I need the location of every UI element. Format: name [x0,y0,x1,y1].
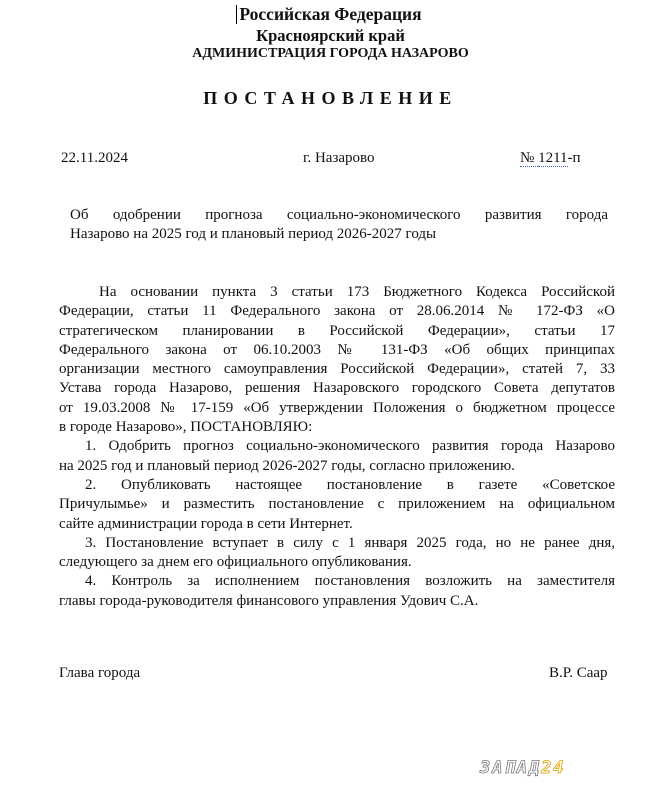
document-subject [70,206,608,245]
body-line: 4. Контроль за исполнением постановления возложить на заместителя [85,573,615,590]
body-line: Причулымье» и разместить постановление с приложением на официальном [59,496,615,513]
body-line: 1. Одобрить прогноз социально-экономического развития города Назарово [85,438,615,455]
body-line: Федерального закона от 06.10.2003 № 131-ФЗ «Об общих принципах [59,341,615,358]
body-line: Устава города Назарово, решения Назаровского городского Совета депутатов [59,380,615,397]
watermark-text: ЗАПАД [480,758,542,778]
body-line: организации местного самоуправления Российской Федерации», статей 7, 33 [59,361,615,378]
document-body [59,283,615,611]
body-line: от 19.03.2008 № 17-159 «Об утверждении Положения о бюджетном процессе [59,399,615,416]
watermark-accent: 24 [541,758,566,778]
document-city: г. Назарово [303,150,375,166]
body-line: в городе Назарово», ПОСТАНОВЛЯЮ: [59,419,313,436]
body-line: следующего за днем его официального опубликования. [59,554,412,571]
document-date: 22.11.2024 [61,150,128,166]
watermark-logo [480,758,566,778]
body-line: Федерации, статьи 11 Федерального закона от 28.06.2014 № 172-ФЗ «О [59,303,615,320]
body-line: стратегическом планировании в Российской Федерации», статьи 17 [59,322,615,339]
body-line: на 2025 год и плановый период 2026-2027 годы, согласно приложению. [59,457,515,474]
number-suffix: -п [567,150,581,166]
header-administration: АДМИНИСТРАЦИЯ ГОРОДА НАЗАРОВО [192,46,469,61]
document-number [520,150,581,167]
header-country: Российская Федерация [239,4,422,24]
body-line: главы города-руководителя финансового управления Удович С.А. [59,592,479,609]
header-region: Красноярский край [256,26,405,45]
body-line: сайте администрации города в сети Интернет. [59,515,353,532]
body-line: 3. Постановление вступает в силу с 1 января 2025 года, но не ранее дня, [85,534,615,551]
signature-position: Глава города [59,665,141,681]
number-prefix: № [520,150,539,166]
subject-line: Назарово на 2025 год и плановый период 2026-2027 годы [70,226,437,243]
document-title: ПОСТАНОВЛЕНИЕ [203,88,458,108]
subject-line: Об одобрении прогноза социально-экономического развития города [70,207,608,223]
body-line: 2. Опубликовать настоящее постановление в газете «Советское [85,476,615,493]
number-value: 1211 [538,150,568,166]
signature-name: В.Р. Саар [549,665,608,681]
body-line: На основании пункта 3 статьи 173 Бюджетного Кодекса Российской [99,284,615,300]
